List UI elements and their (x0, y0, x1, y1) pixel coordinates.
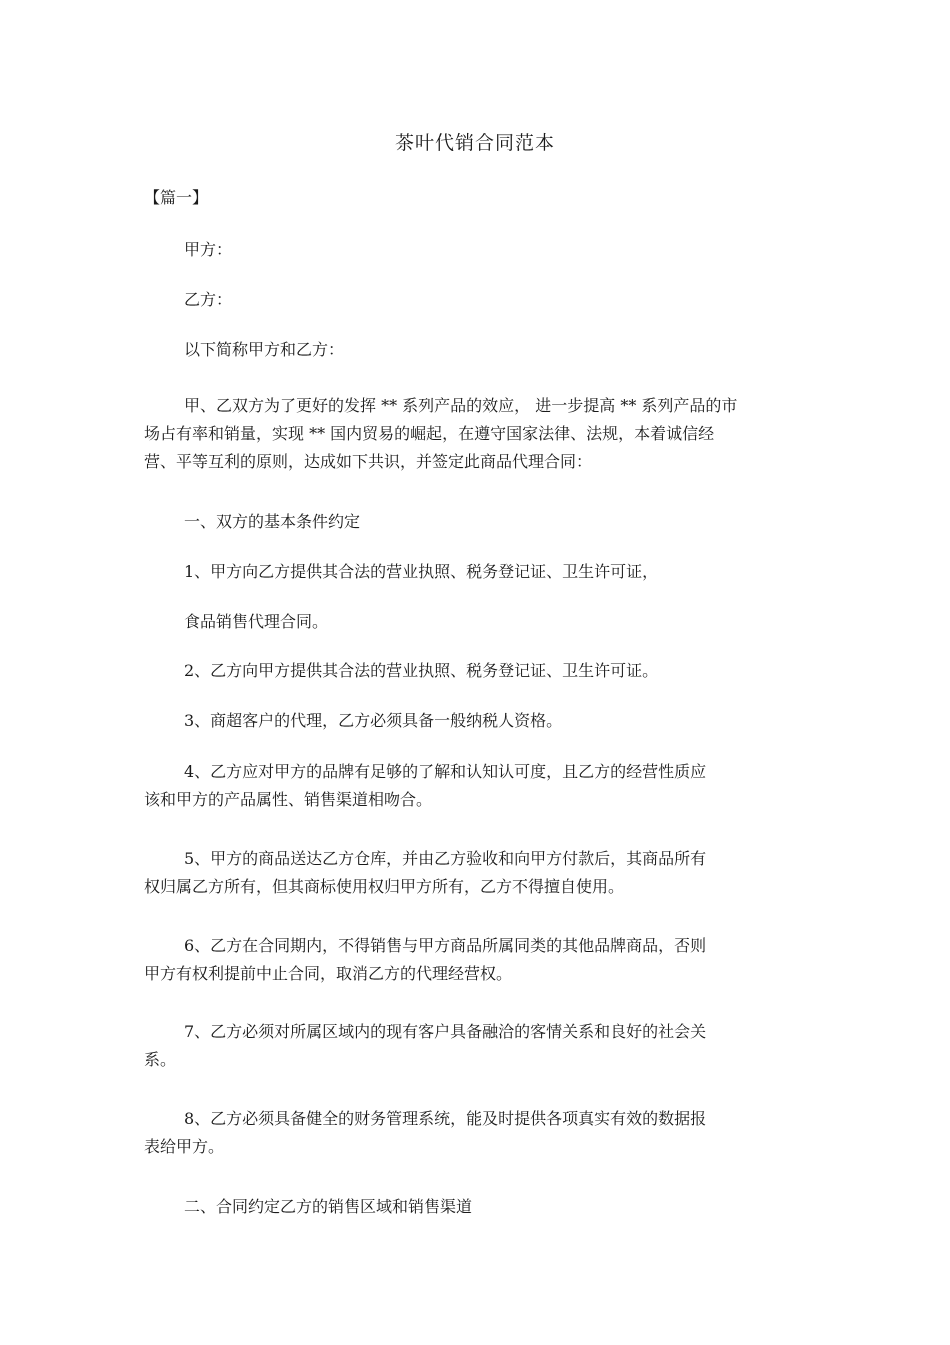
clause-7 (144, 1018, 804, 1074)
party-a-label: 甲方： (184, 240, 233, 259)
clause-2: 2、乙方向甲方提供其合法的营业执照、税务登记证、卫生许可证。 (184, 661, 659, 680)
clause-line: 该和甲方的产品属性、销售渠道相吻合。 (144, 790, 433, 809)
party-b-label: 乙方： (184, 290, 233, 309)
clause-1: 1、甲方向乙方提供其合法的营业执照、税务登记证、卫生许可证， (184, 562, 659, 581)
clause-6 (144, 932, 804, 988)
clause-4 (144, 758, 804, 814)
clause-5 (144, 845, 804, 901)
clause-line: 6、乙方在合同期内，不得销售与甲方商品所属同类的其他品牌商品，否则 (184, 936, 707, 955)
clause-line: 表给甲方。 (144, 1137, 225, 1156)
preamble-line: 甲、乙双方为了更好的发挥 ** 系列产品的效应， 进一步提高 ** 系列产品的市 (184, 396, 738, 415)
clause-line: 5、甲方的商品送达乙方仓库，并由乙方验收和向甲方付款后，其商品所有 (184, 849, 707, 868)
clause-line: 系。 (144, 1050, 177, 1069)
abbreviation-line: 以下简称甲方和乙方： (184, 340, 345, 359)
preamble-line: 场占有率和销量，实现 ** 国内贸易的崛起，在遵守国家法律、法规，本着诚信经 (144, 424, 715, 443)
clause-3: 3、商超客户的代理，乙方必须具备一般纳税人资格。 (184, 711, 563, 730)
clause-line: 权归属乙方所有，但其商标使用权归甲方所有，乙方不得擅自使用。 (144, 877, 625, 896)
section-label: 【篇一】 (144, 188, 209, 207)
section-heading-2: 二、合同约定乙方的销售区域和销售渠道 (184, 1197, 473, 1216)
document-title: 茶叶代销合同范本 (394, 132, 555, 154)
clause-line: 甲方有权利提前中止合同，取消乙方的代理经营权。 (144, 964, 513, 983)
preamble-paragraph (144, 392, 804, 476)
clause-line: 4、乙方应对甲方的品牌有足够的了解和认知认可度，且乙方的经营性质应 (184, 762, 707, 781)
preamble-line: 营、平等互利的原则，达成如下共识，并签定此商品代理合同： (144, 452, 593, 471)
clause-line: 8、乙方必须具备健全的财务管理系统，能及时提供各项真实有效的数据报 (184, 1109, 707, 1128)
clause-line: 7、乙方必须对所属区域内的现有客户具备融洽的客情关系和良好的社会关 (184, 1022, 707, 1041)
clause-8 (144, 1105, 804, 1161)
clause-1-note: 食品销售代理合同。 (184, 612, 329, 631)
section-heading-1: 一、双方的基本条件约定 (184, 512, 361, 531)
